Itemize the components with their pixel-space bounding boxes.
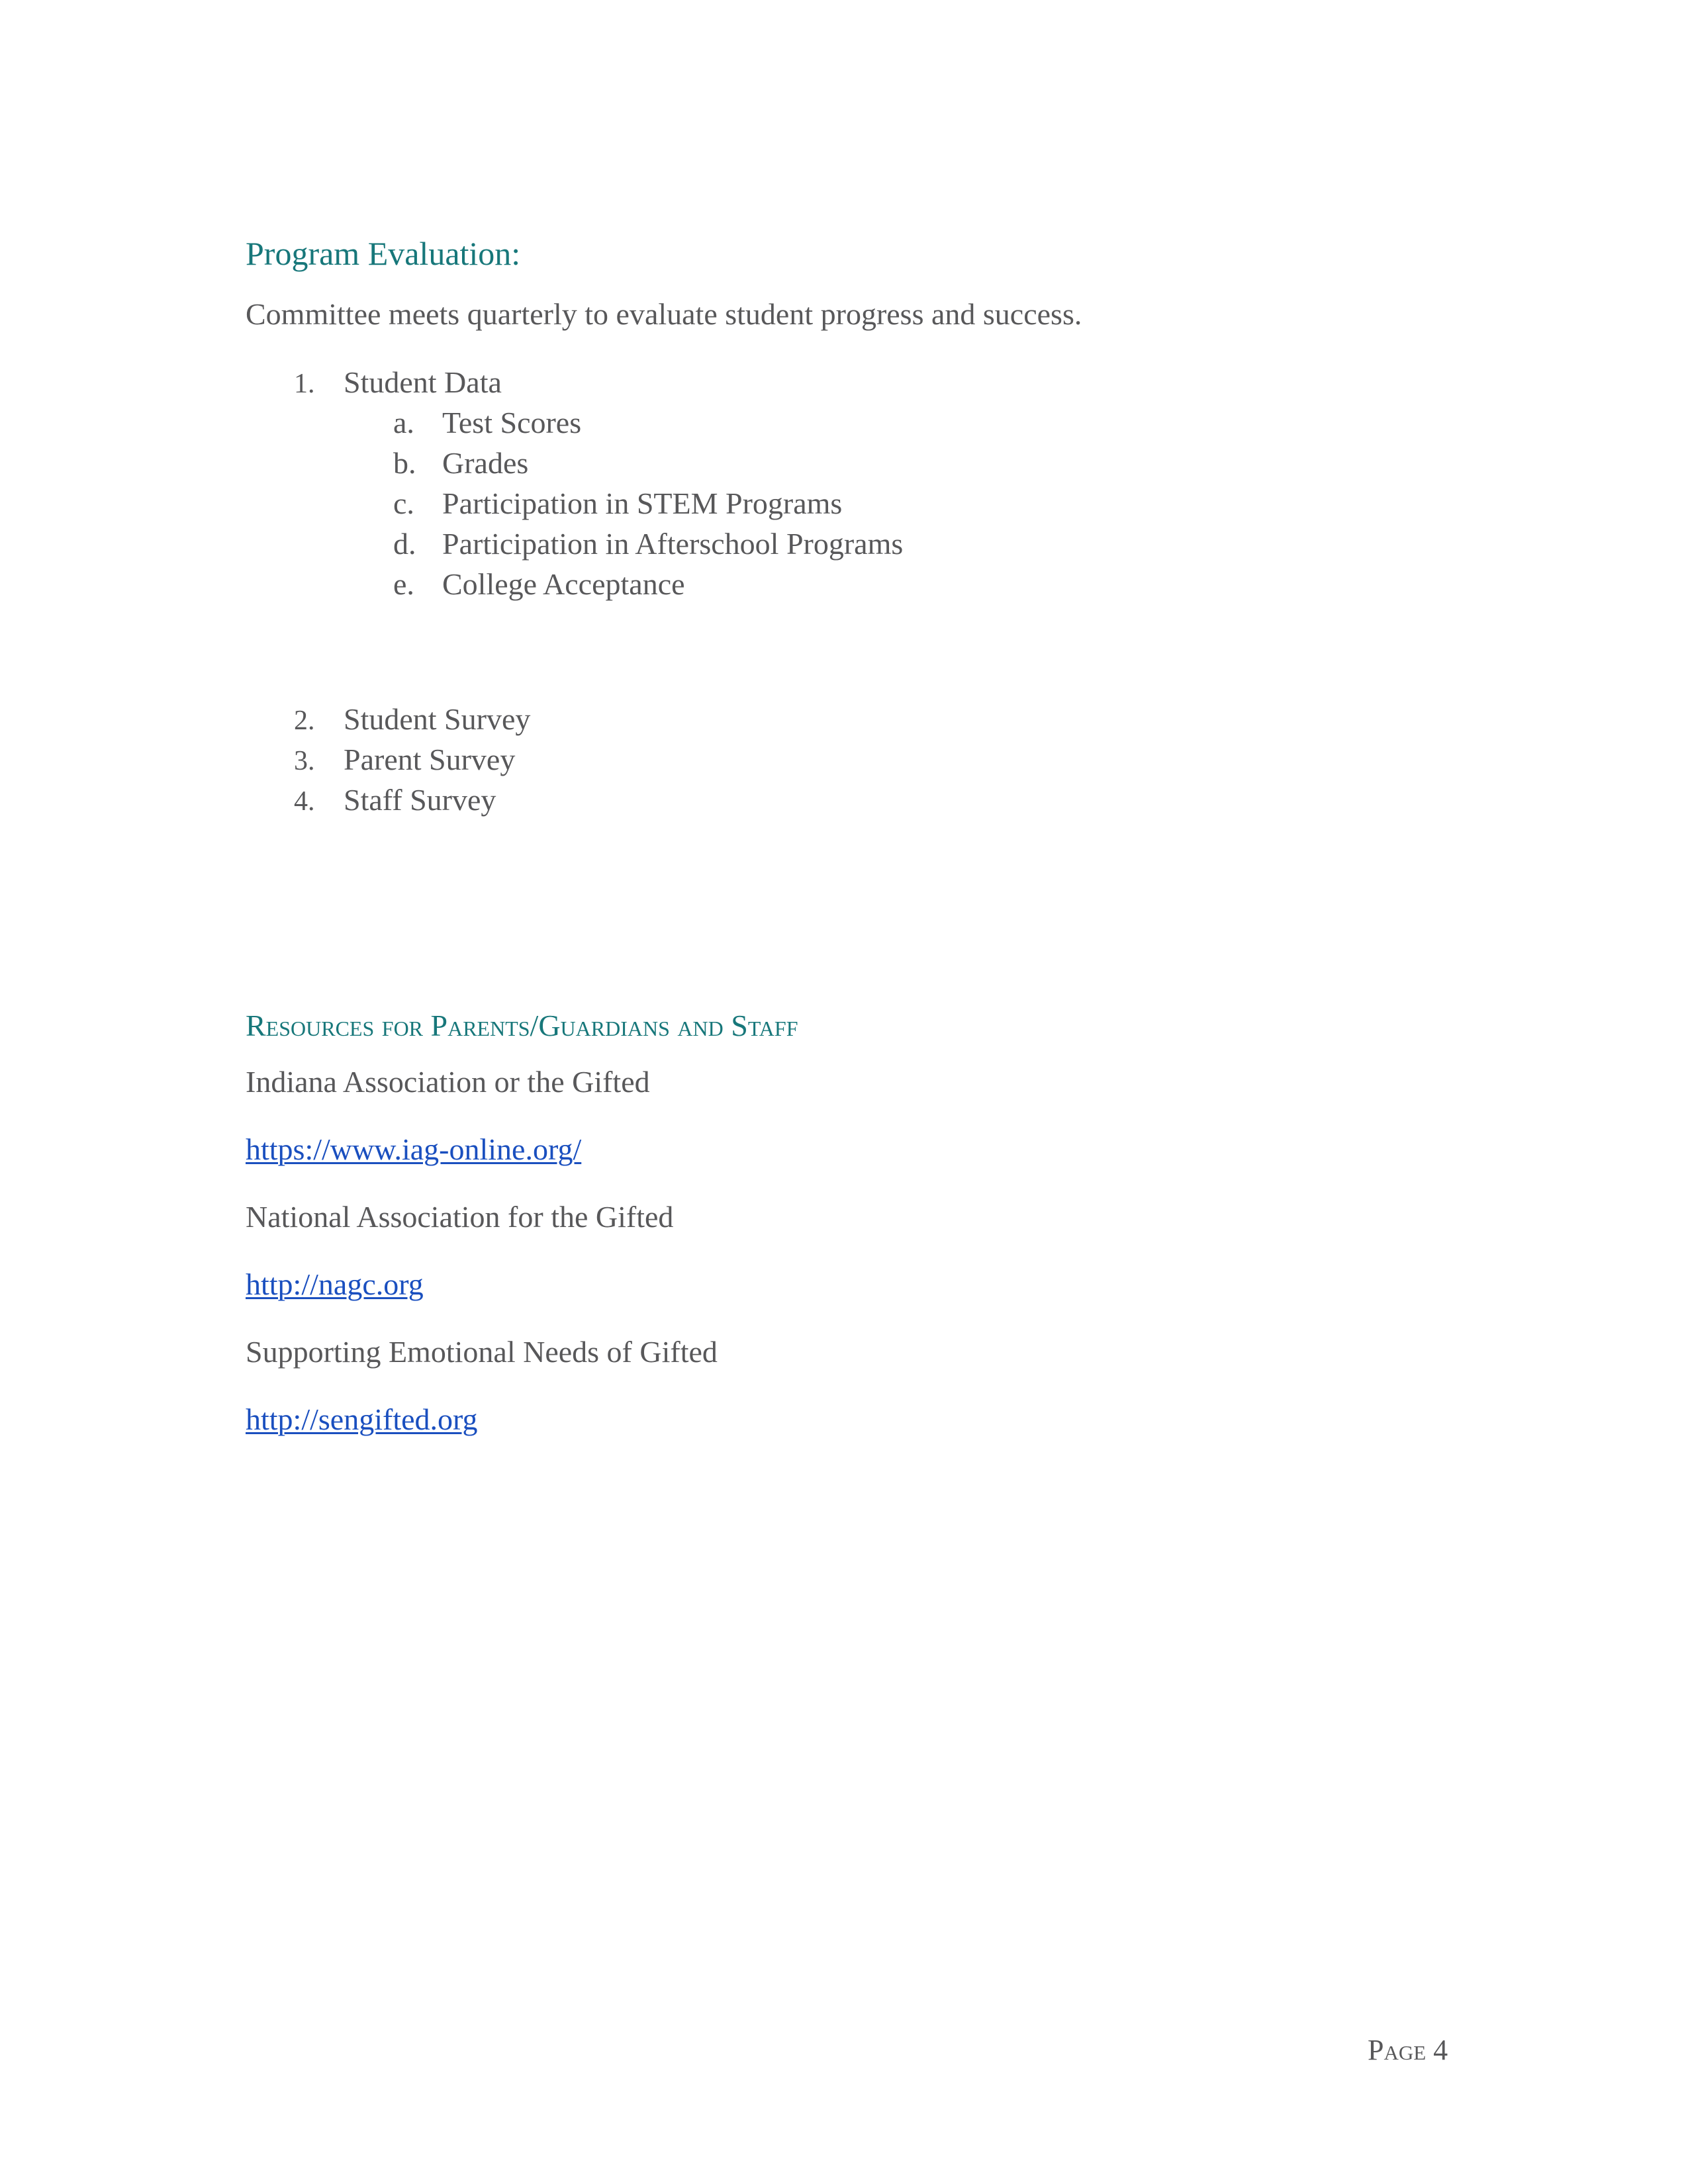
section-heading-program-evaluation: Program Evaluation:	[246, 235, 521, 272]
list-marker: 3.	[294, 746, 315, 776]
resource-name-iag: Indiana Association or the Gifted	[246, 1065, 650, 1099]
list-item-parent-survey: Parent Survey	[344, 743, 516, 776]
sublist-marker: a.	[393, 406, 414, 439]
list-item-staff-survey: Staff Survey	[344, 783, 496, 817]
list-marker: 1.	[294, 369, 315, 399]
evaluation-intro-text: Committee meets quarterly to evaluate student progress and success.	[246, 297, 1082, 331]
resource-link-seng[interactable]: http://sengifted.org	[246, 1402, 478, 1436]
sublist-marker: c.	[393, 486, 414, 520]
page-number: Page 4	[1368, 2034, 1448, 2066]
list-item-student-survey: Student Survey	[344, 702, 531, 736]
resource-name-seng: Supporting Emotional Needs of Gifted	[246, 1335, 718, 1369]
list-marker: 2.	[294, 705, 315, 736]
sublist-item-test-scores: Test Scores	[442, 406, 582, 439]
sublist-marker: b.	[393, 446, 416, 480]
sublist-item-grades: Grades	[442, 446, 529, 480]
list-marker: 4.	[294, 786, 315, 817]
sublist-item-college-acceptance: College Acceptance	[442, 567, 685, 601]
resource-link-iag[interactable]: https://www.iag-online.org/	[246, 1132, 582, 1166]
sublist-item-afterschool-programs: Participation in Afterschool Programs	[442, 527, 904, 561]
sublist-marker: d.	[393, 527, 416, 561]
section-heading-resources: Resources for Parents/Guardians and Staff	[246, 1009, 798, 1042]
resource-link-nagc[interactable]: http://nagc.org	[246, 1267, 424, 1301]
resource-name-nagc: National Association for the Gifted	[246, 1200, 674, 1234]
sublist-marker: e.	[393, 567, 414, 601]
sublist-item-stem-programs: Participation in STEM Programs	[442, 486, 843, 520]
list-item-student-data: Student Data	[344, 365, 502, 399]
